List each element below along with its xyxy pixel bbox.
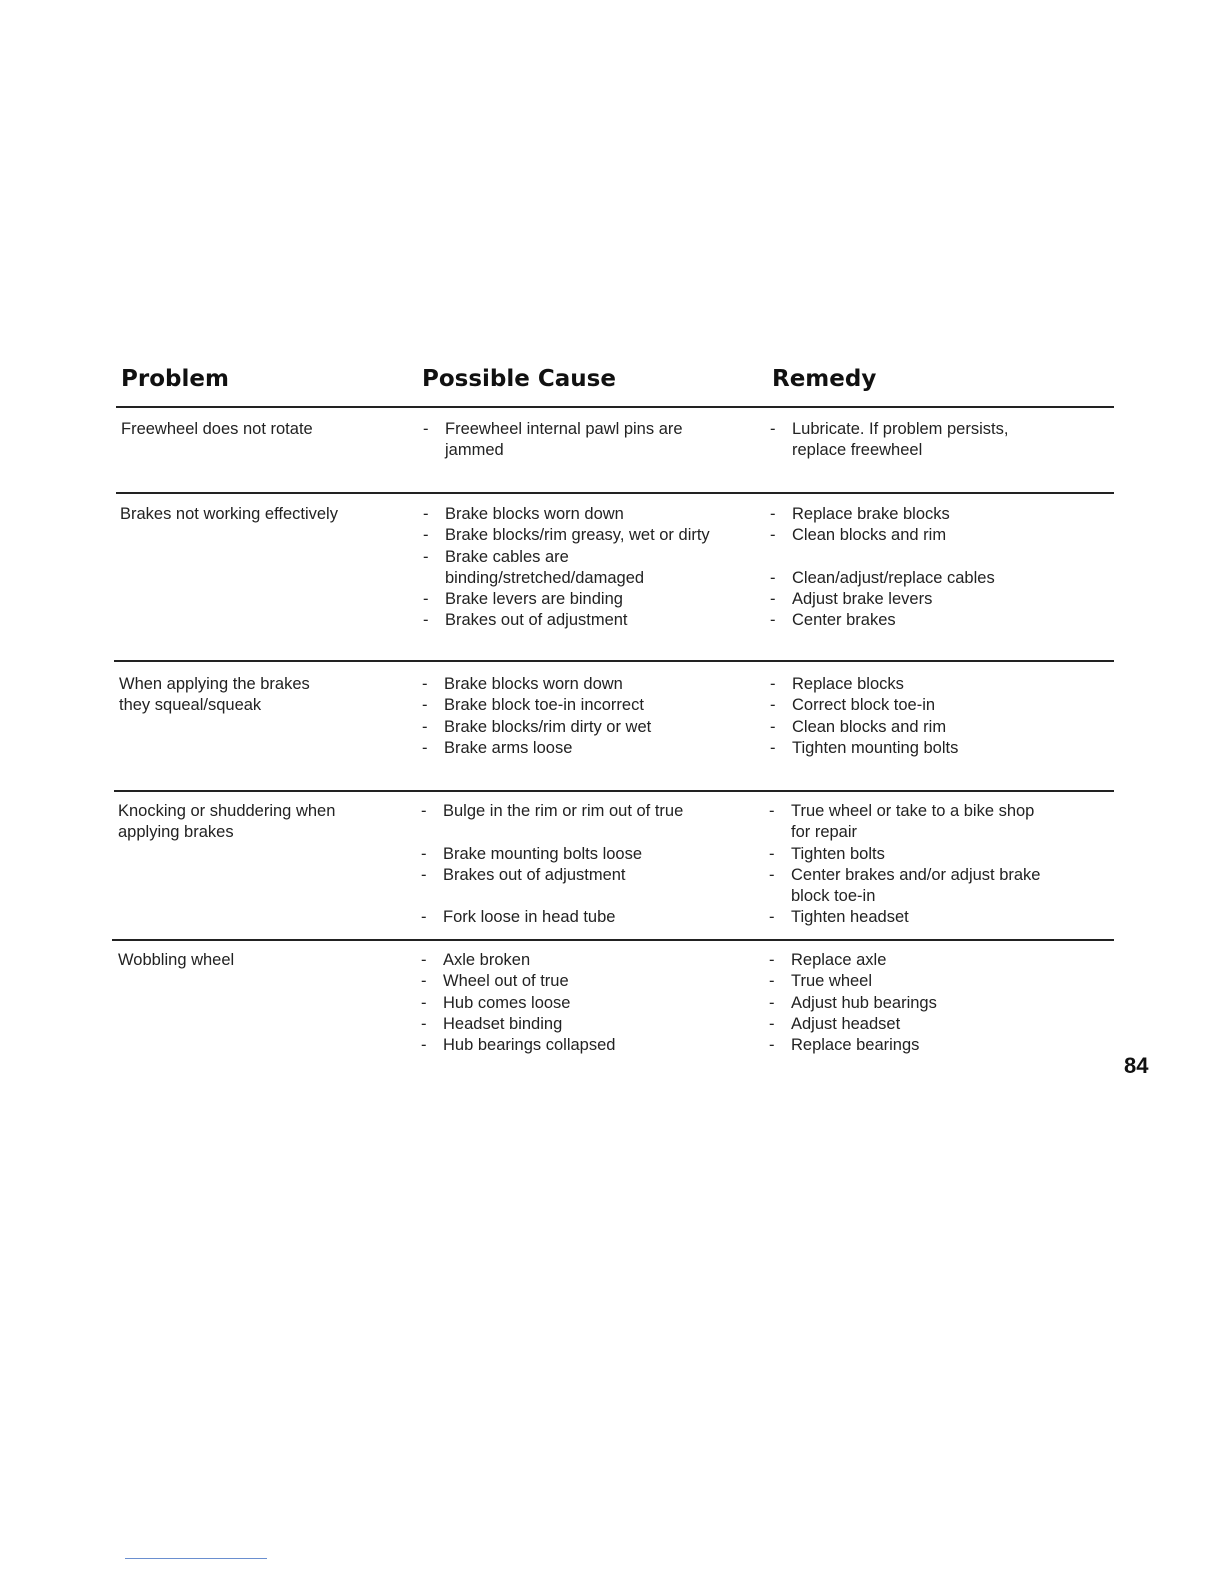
remedy-item: - Tighten headset <box>767 907 1107 928</box>
cause-cell <box>421 504 751 632</box>
cause-item: - Brake blocks/rim dirty or wet <box>420 717 750 738</box>
remedy-cell <box>768 504 1098 632</box>
cause-item-continued: jammed <box>445 441 504 460</box>
remedy-item: - True wheel <box>767 971 1097 992</box>
remedy-item: - Adjust headset <box>767 1014 1097 1035</box>
header-remedy: Remedy <box>772 366 877 392</box>
cause-item: - Headset binding <box>419 1014 749 1035</box>
cause-cell <box>421 419 751 462</box>
remedy-item: - Center brakes and/or adjust brake <box>767 865 1107 886</box>
row-divider <box>116 492 1114 494</box>
problem-line: Knocking or shuddering when <box>118 802 336 820</box>
cause-item: - Brakes out of adjustment <box>421 610 751 631</box>
remedy-item: - Lubricate. If problem persists, <box>768 419 1098 440</box>
remedy-item: - Clean blocks and rim <box>768 717 1098 738</box>
remedy-item: - Adjust brake levers <box>768 589 1098 610</box>
remedy-item: - Replace bearings <box>767 1035 1097 1056</box>
cause-item: - Brake block toe-in incorrect <box>420 695 750 716</box>
remedy-item: - Replace blocks <box>768 674 1098 695</box>
cause-item-continued: binding/stretched/damaged <box>445 568 645 587</box>
problem-line: Wobbling wheel <box>118 951 235 969</box>
row-divider <box>114 790 1114 792</box>
cause-item: - Bulge in the rim or rim out of true <box>419 801 749 822</box>
problem-cell <box>118 950 234 971</box>
problem-cell <box>121 419 313 440</box>
problem-cell <box>120 504 338 525</box>
cause-item: - Wheel out of true <box>419 971 749 992</box>
remedy-item: - Adjust hub bearings <box>767 993 1097 1014</box>
problem-line: they squeal/squeak <box>119 696 262 715</box>
problem-cell <box>118 801 335 844</box>
problem-line: Brakes not working effectively <box>120 505 338 523</box>
remedy-cell <box>768 419 1098 462</box>
cause-item: - Brakes out of adjustment <box>419 865 749 886</box>
remedy-item: - Replace axle <box>767 950 1097 971</box>
cause-item: - Axle broken <box>419 950 749 971</box>
problem-line: applying brakes <box>118 823 234 842</box>
remedy-item-continued: replace freewheel <box>792 441 923 460</box>
cause-item: - Freewheel internal pawl pins are <box>421 419 751 440</box>
header-problem: Problem <box>121 366 229 392</box>
footer-rule <box>125 1558 267 1559</box>
remedy-item: - Tighten mounting bolts <box>768 738 1098 759</box>
remedy-item: - Correct block toe-in <box>768 695 1098 716</box>
cause-item: - Hub comes loose <box>419 993 749 1014</box>
remedy-cell <box>767 801 1107 929</box>
remedy-item: - Tighten bolts <box>767 844 1107 865</box>
remedy-item: - Replace brake blocks <box>768 504 1098 525</box>
remedy-item: - Center brakes <box>768 610 1098 631</box>
cause-item: - Fork loose in head tube <box>419 907 749 928</box>
cause-item: - Brake blocks worn down <box>421 504 751 525</box>
remedy-item-continued: block toe-in <box>791 887 876 906</box>
remedy-item: - Clean blocks and rim <box>768 525 1098 546</box>
cause-item: - Brake cables are <box>421 547 751 568</box>
problem-line: When applying the brakes <box>119 675 310 693</box>
cause-cell <box>419 801 749 929</box>
remedy-item: - Clean/adjust/replace cables <box>768 568 1098 589</box>
remedy-cell <box>768 674 1098 759</box>
cause-cell <box>420 674 750 759</box>
problem-line: Freewheel does not rotate <box>121 420 313 438</box>
cause-item: - Hub bearings collapsed <box>419 1035 749 1056</box>
cause-item: - Brake blocks worn down <box>420 674 750 695</box>
header-divider <box>116 406 1114 408</box>
cause-item: - Brake levers are binding <box>421 589 751 610</box>
remedy-item-continued: for repair <box>791 823 858 842</box>
row-divider <box>112 939 1114 941</box>
remedy-cell <box>767 950 1097 1056</box>
header-possible-cause: Possible Cause <box>422 366 616 392</box>
cause-item: - Brake blocks/rim greasy, wet or dirty <box>421 525 751 546</box>
problem-cell <box>119 674 310 717</box>
cause-item: - Brake mounting bolts loose <box>419 844 749 865</box>
cause-cell <box>419 950 749 1056</box>
remedy-item: - True wheel or take to a bike shop <box>767 801 1107 822</box>
cause-item: - Brake arms loose <box>420 738 750 759</box>
page-number: 84 <box>1124 1053 1149 1078</box>
row-divider <box>114 660 1114 662</box>
